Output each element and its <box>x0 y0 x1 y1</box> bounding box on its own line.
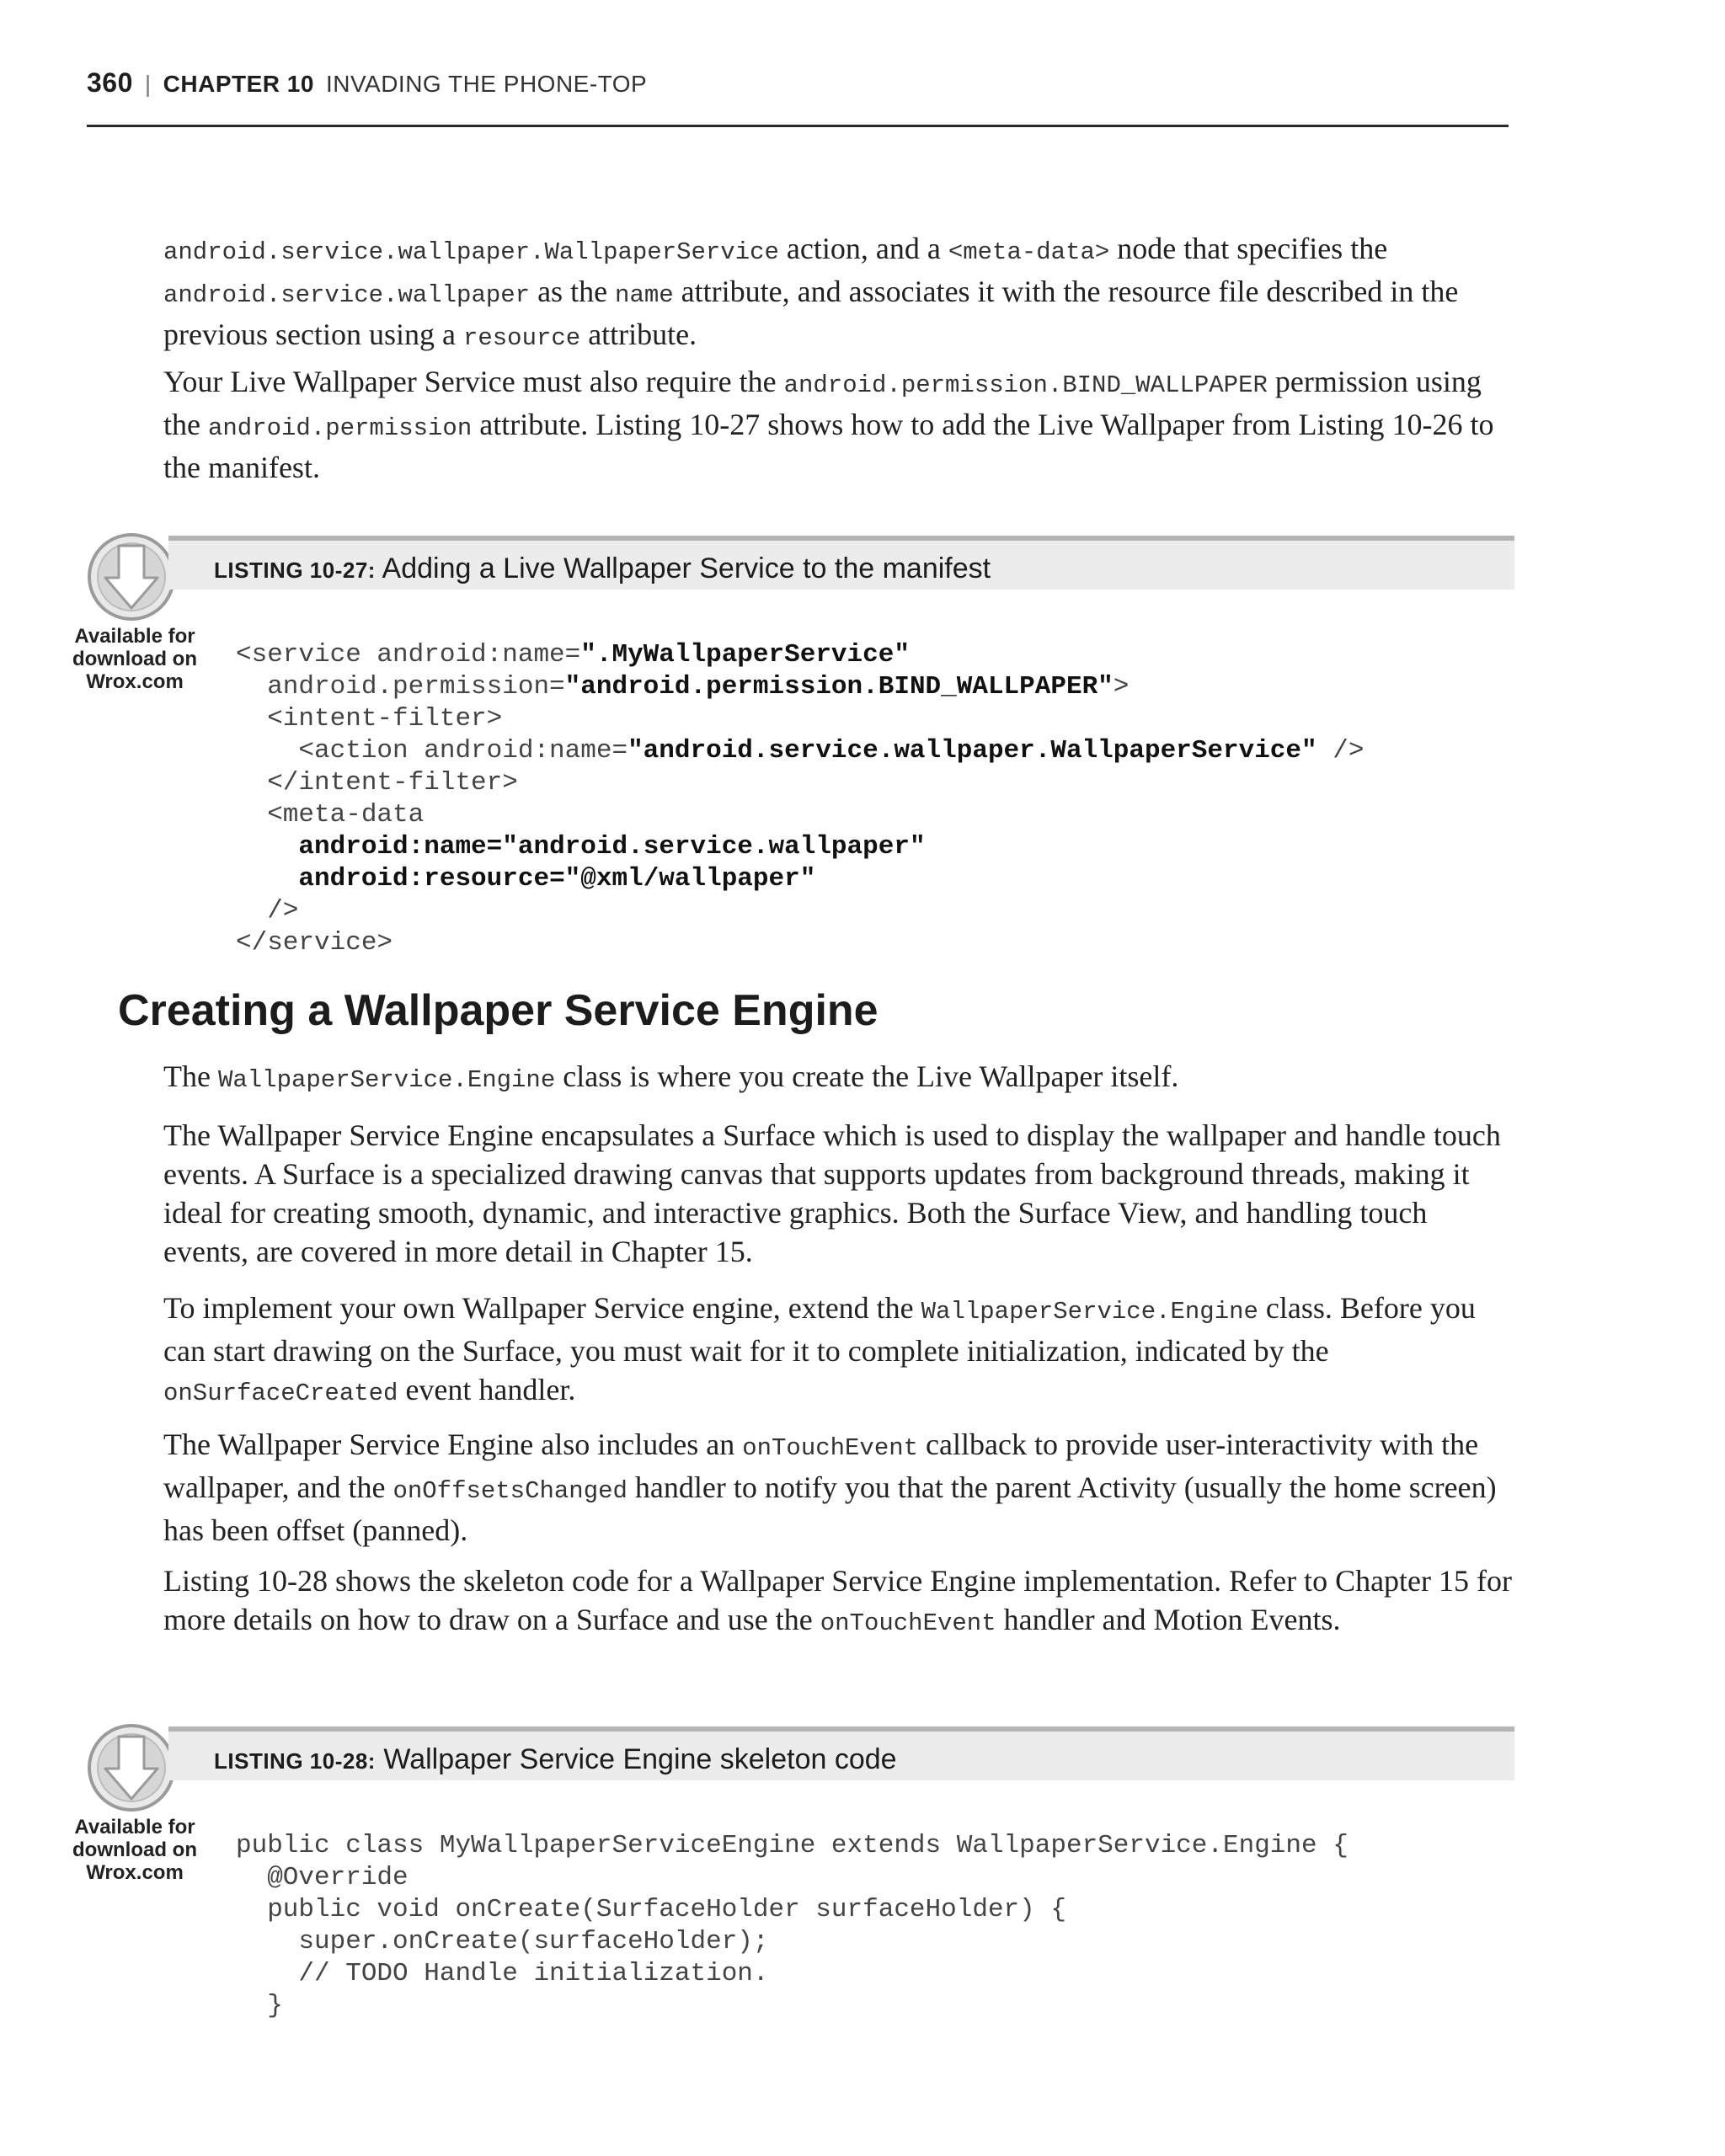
code-token: <service android:name= <box>236 640 581 670</box>
text-run: attribute. Listing 10-27 shows how to add the Live Wallpaper from Listing 10-26 to the manifest. <box>163 408 1494 484</box>
inline-code: WallpaperService.Engine <box>921 1298 1258 1326</box>
running-header <box>87 66 1509 127</box>
code-token-bold: android:name="android.service.wallpaper" <box>298 832 926 862</box>
code-listing-10-28 <box>236 1830 1508 2022</box>
inline-code: <meta-data> <box>948 238 1110 266</box>
inline-code: android.permission.BIND_WALLPAPER <box>783 371 1268 399</box>
code-token-bold: "android.permission.BIND_WALLPAPER" <box>564 672 1114 702</box>
text-run: action, and a <box>778 232 948 265</box>
text-run: To implement your own Wallpaper Service engine, extend the <box>163 1291 921 1325</box>
download-badge[interactable] <box>72 625 197 693</box>
text-run: Your Live Wallpaper Service must also require the <box>163 365 784 398</box>
listing-title: Adding a Live Wallpaper Service to the manifest <box>382 552 991 584</box>
code-line <box>236 831 1508 863</box>
code-line <box>236 863 1508 895</box>
chapter-title: INVADING THE PHONE-TOP <box>325 71 648 97</box>
download-badge[interactable] <box>72 1816 197 1884</box>
intro-paragraph-1 <box>163 229 1515 358</box>
code-listing-10-27 <box>236 639 1508 959</box>
badge-line: Wrox.com <box>86 1861 184 1884</box>
badge-line: download on <box>72 1838 197 1861</box>
code-line: public class MyWallpaperServiceEngine extends WallpaperService.Engine { <box>236 1831 1348 1860</box>
page-number: 360 <box>87 67 133 98</box>
badge-line: download on <box>72 648 197 670</box>
code-line: <meta-data <box>236 800 425 830</box>
inline-code: resource <box>462 324 581 352</box>
inline-code: name <box>615 281 674 309</box>
code-token-bold: "android.service.wallpaper.WallpaperService" <box>628 736 1317 766</box>
listing-label: LISTING 10-28: <box>214 1748 376 1774</box>
download-arrow-icon[interactable] <box>87 532 176 622</box>
code-line: </intent-filter> <box>236 768 518 798</box>
text-run: event handler. <box>398 1373 576 1406</box>
code-token-bold: android:resource="@xml/wallpaper" <box>298 864 816 894</box>
text-run: as the <box>530 275 616 308</box>
text-run: permission using the <box>163 365 1482 441</box>
text-run: callback to provide user-interactivity with the wallpaper, and the <box>163 1428 1479 1504</box>
inline-code: android.service.wallpaper.WallpaperService <box>163 238 779 266</box>
listing-caption <box>214 552 991 585</box>
inline-code: onTouchEvent <box>820 1609 996 1637</box>
inline-code: android.service.wallpaper <box>163 281 531 309</box>
section-heading: Creating a Wallpaper Service Engine <box>118 986 879 1035</box>
code-token: <action android:name= <box>236 736 628 766</box>
text-run: attribute. <box>580 318 697 351</box>
header-divider: | <box>144 71 152 97</box>
inline-code: WallpaperService.Engine <box>217 1066 556 1094</box>
code-line: <intent-filter> <box>236 704 503 734</box>
code-line: </service> <box>236 928 393 958</box>
text-run: class. Before you can start drawing on the Surface, you must wait for it to complete initialization, indicated by the <box>163 1291 1476 1368</box>
text-run: attribute, and associates it with the resource file described in the previous section using a <box>163 275 1459 351</box>
section-paragraph-2: The Wallpaper Service Engine encapsulates a Surface which is used to display the wallpaper and handle touch events. A Surface is a specialized drawing canvas that supports updates from background threads, making it ideal for creating smooth, dynamic, and interactive graphics. Both the Surface View, and handling touch events, are covered in more detail in Chapter 15. <box>163 1118 1501 1268</box>
section-paragraph-5 <box>163 1561 1515 1643</box>
code-line <box>236 639 1508 671</box>
text-run: node that specifies the <box>1109 232 1388 265</box>
code-line: } <box>236 1991 283 2020</box>
inline-code: onOffsetsChanged <box>393 1477 628 1505</box>
code-line <box>236 735 1508 767</box>
listing-title: Wallpaper Service Engine skeleton code <box>383 1743 897 1775</box>
code-line: /> <box>236 896 299 926</box>
code-line: // TODO Handle initialization. <box>236 1959 769 1988</box>
inline-code: onSurfaceCreated <box>163 1380 398 1407</box>
listing-caption <box>214 1743 897 1776</box>
text-run: class is where you create the Live Wallpaper itself. <box>555 1059 1179 1093</box>
text-run: handler to notify you that the parent Activity (usually the home screen) has been offset (panned). <box>163 1470 1497 1547</box>
code-token: > <box>1113 672 1130 702</box>
code-token: /> <box>1316 736 1365 766</box>
chapter-label: CHAPTER 10 <box>163 71 314 97</box>
listing-caption-bar <box>168 536 1514 590</box>
text-run: The <box>163 1059 218 1093</box>
code-line: super.onCreate(surfaceHolder); <box>236 1927 769 1956</box>
code-token-bold: ".MyWallpaperService" <box>580 640 910 670</box>
code-line: public void onCreate(SurfaceHolder surfaceHolder) { <box>236 1895 1066 1924</box>
download-arrow-icon[interactable] <box>87 1723 176 1812</box>
section-paragraph-1 <box>163 1057 1515 1100</box>
intro-paragraph-2 <box>163 362 1515 487</box>
inline-code: android.permission <box>207 414 473 442</box>
section-paragraph-4 <box>163 1425 1515 1550</box>
text-run: handler and Motion Events. <box>996 1603 1341 1636</box>
text-run: Listing 10-28 shows the skeleton code for a Wallpaper Service Engine implementation. Refer to Chapter 15 for more details on how to draw on a Surface and use the <box>163 1564 1512 1636</box>
badge-line: Available for <box>74 625 195 648</box>
code-line: @Override <box>236 1863 409 1892</box>
listing-caption-bar <box>168 1726 1514 1780</box>
text-run: The Wallpaper Service Engine also includes an <box>163 1428 743 1461</box>
code-line <box>236 671 1508 703</box>
inline-code: onTouchEvent <box>742 1434 919 1462</box>
section-paragraph-3 <box>163 1289 1515 1413</box>
badge-line: Available for <box>74 1816 195 1838</box>
code-token: android.permission= <box>236 672 565 702</box>
listing-label: LISTING 10-27: <box>214 558 376 583</box>
badge-line: Wrox.com <box>86 670 184 693</box>
